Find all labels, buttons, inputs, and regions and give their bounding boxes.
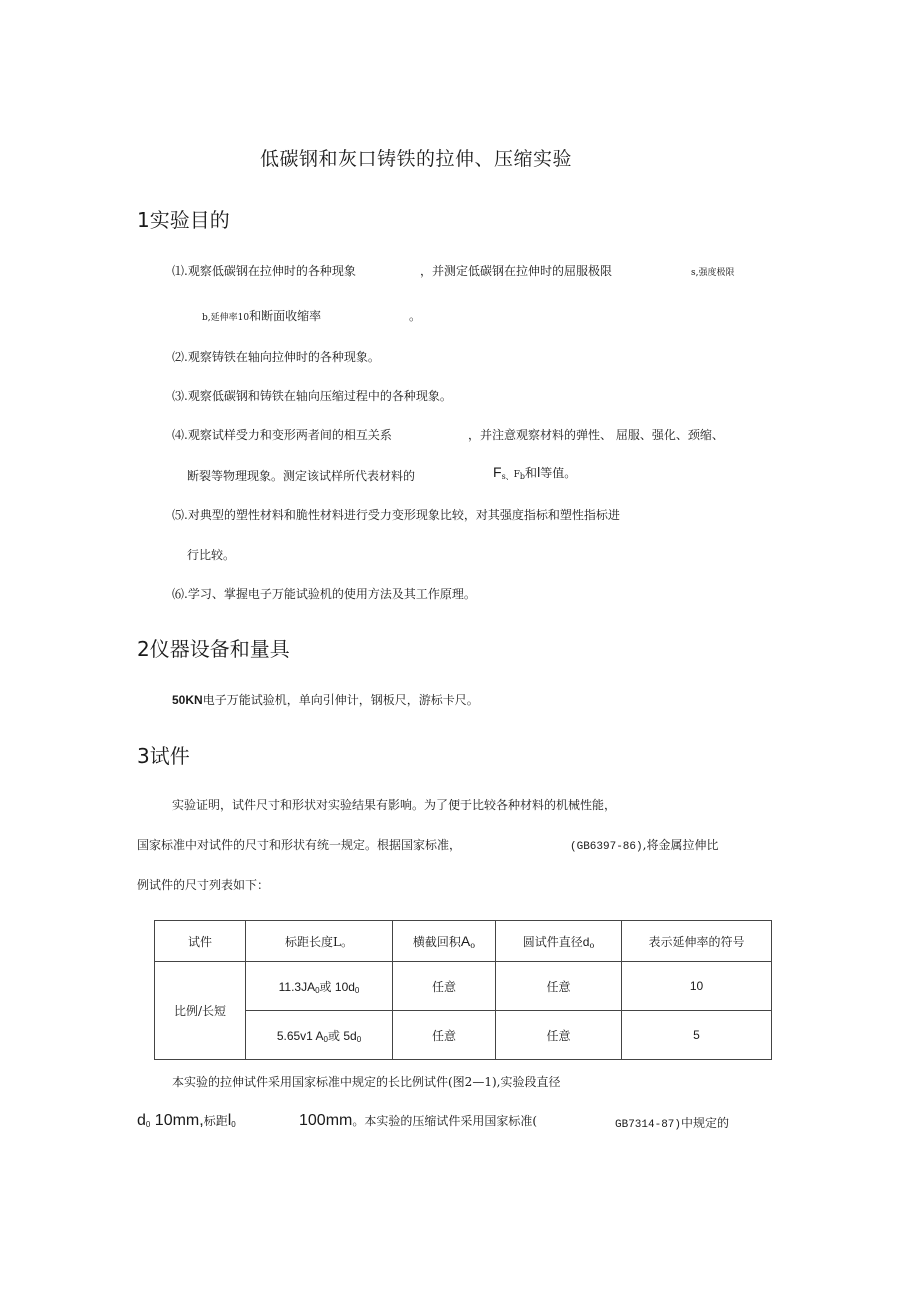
section3-p2c: ,将金属拉伸比	[642, 838, 719, 852]
item1-line1	[172, 262, 356, 279]
row1-symbol: 10	[622, 962, 772, 1011]
item1-line2	[202, 307, 321, 324]
p5-rest: 。本实验的压缩试件采用国家标准(	[352, 1114, 538, 1128]
row2-f2: 5d	[343, 1028, 357, 1043]
table-row	[155, 962, 772, 1011]
item1-text-a: ⑴.观察低碳钢在拉伸时的各种现象	[172, 264, 356, 278]
p5-d: d	[137, 1112, 146, 1129]
row1-diameter: 任意	[496, 962, 622, 1011]
item1-text-e: 。	[409, 309, 422, 323]
row-label: 比例/长短	[155, 962, 246, 1060]
item4-symbols	[493, 464, 576, 482]
item4-tail: 等值。	[540, 466, 577, 480]
row1-area: 任意	[393, 962, 496, 1011]
section2-text	[172, 691, 479, 708]
p5-label: 标距	[203, 1114, 228, 1128]
row2-diameter: 任意	[496, 1011, 622, 1060]
p5-tail: 中规定的	[681, 1116, 730, 1130]
row2-sub2: 0	[356, 1034, 362, 1044]
section3-p5	[137, 1112, 236, 1130]
standard-gb6397: (GB6397-86)	[570, 841, 643, 853]
header-area	[393, 921, 496, 962]
item4-text-a: ⑷.观察试样受力和变形两者间的相互关系	[172, 428, 392, 442]
section2-text-rest: 电子万能试验机，单向引伸计，钢板尺，游标卡尺。	[202, 693, 479, 707]
item1-d-rest: 和断面收缩率	[249, 309, 322, 323]
item1-text-d: b,延伸率	[202, 313, 238, 323]
p5-d0: 0	[145, 1120, 151, 1129]
header-area-label: 横截回积	[412, 934, 461, 949]
item4-F: F	[493, 464, 502, 480]
item4-b2: b	[519, 472, 526, 481]
item4-F2: F	[513, 470, 520, 480]
specimen-table	[154, 920, 772, 1060]
header-diameter-sub: o	[589, 940, 595, 950]
item3: ⑶.观察低碳钢和铸铁在轴向压缩过程中的各种现象。	[172, 389, 452, 403]
header-elongation-symbol: 表示延伸率的符号	[622, 921, 772, 962]
row1-sub1: 0	[315, 985, 320, 995]
header-gauge-length: 标距长度L。	[246, 921, 393, 962]
item4-and: 和	[525, 466, 538, 480]
row1-formula	[246, 962, 393, 1011]
item5-text-a: ⑸.对典型的塑性材料和脆性材料进行受力变形现象比较，对其强度指标和塑性指标进	[172, 508, 620, 522]
section3-p2b	[570, 836, 718, 853]
item4-s: s、	[501, 472, 514, 481]
page-title: 低碳钢和灰口铸铁的拉伸、压缩实验	[260, 148, 573, 170]
header-specimen: 试件	[155, 921, 246, 962]
row2-area: 任意	[393, 1011, 496, 1060]
item6: ⑹.学习、掌握电子万能试验机的使用方法及其工作原理。	[172, 587, 476, 601]
section3-p4: 本实验的拉伸试件采用国家标准中规定的长比例试件(图2—1),实验段直径	[172, 1075, 561, 1089]
row2-or: 或	[328, 1028, 341, 1043]
p5-l0: 0	[231, 1120, 236, 1129]
standard-gb7314: GB7314-87)	[615, 1119, 682, 1131]
section3-p3: 例试件的尺寸列表如下：	[137, 878, 270, 892]
item4-text-b: ，并注意观察材料的弹性、 屈服、强化、颈缩、	[468, 428, 724, 442]
header-diameter	[496, 921, 622, 962]
section2-heading: 2仪器设备和量具	[137, 637, 290, 661]
item4-l: l	[537, 464, 541, 480]
item2: ⑵.观察铸铁在轴向拉伸时的各种现象。	[172, 350, 380, 364]
item4-text-c: 断裂等物理现象。测定该试样所代表材料的	[187, 469, 416, 483]
row1-f1: 11.3JA	[278, 979, 316, 994]
section1-heading: 1实验目的	[137, 208, 230, 232]
row1-or: 或	[319, 979, 332, 994]
section3-p1: 实验证明，试件尺寸和形状对实验结果有影响。为了便于比较各种材料的机械性能，	[172, 798, 617, 812]
row2-sub1: 0	[323, 1034, 328, 1044]
row2-symbol: 5	[622, 1011, 772, 1060]
header-diameter-d: d	[582, 934, 590, 949]
p5-val1: 10mm,	[150, 1112, 204, 1129]
section3-p2a: 国家标准中对试件的尺寸和形状有统一规定。根据国家标准，	[137, 838, 462, 852]
table-header-row	[155, 921, 772, 962]
item1-d-num: 10	[237, 313, 250, 323]
item1-text-b: ，并测定低碳钢在拉伸时的屈服极限	[420, 264, 613, 278]
item1-text-c	[691, 264, 734, 278]
p5-val2: 100mm	[299, 1112, 353, 1129]
header-area-sub: o	[470, 940, 476, 950]
header-area-A: A	[460, 932, 471, 949]
row2-formula	[246, 1011, 393, 1060]
row1-sub2: 0	[354, 985, 360, 995]
section3-p5-b	[299, 1112, 537, 1130]
section3-heading: 3试件	[137, 744, 190, 768]
row1-f2: 10d	[334, 979, 355, 994]
header-diameter-label: 圆试件直径	[522, 934, 583, 949]
section3-p5-c	[615, 1114, 729, 1131]
section2-text-bold: 50KN	[172, 693, 203, 707]
row2-f1: 5.65v1 A	[276, 1028, 324, 1043]
item1-sigma-s: s,强度极限	[691, 268, 735, 278]
p5-l: l	[227, 1112, 232, 1129]
item5-text-b: 行比较。	[187, 548, 236, 562]
table-row	[155, 1011, 772, 1060]
